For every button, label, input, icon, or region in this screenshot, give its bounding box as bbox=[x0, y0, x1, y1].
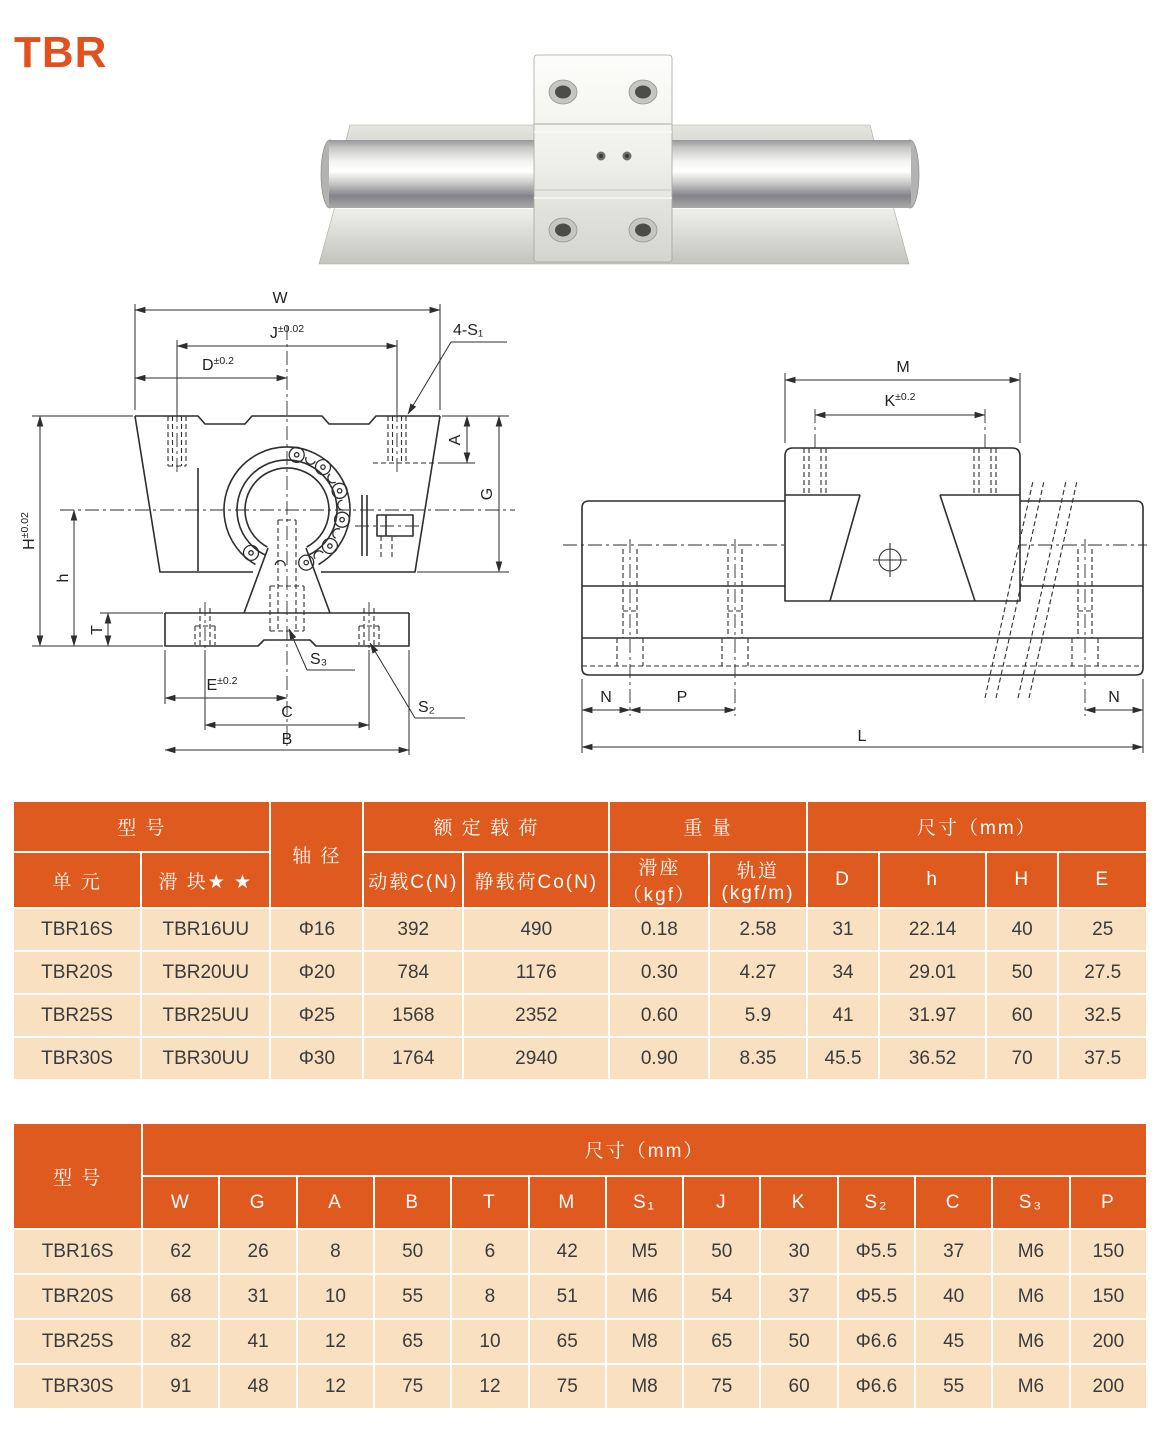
header-col: G bbox=[219, 1176, 296, 1229]
table-cell: 41 bbox=[807, 994, 880, 1037]
table-row bbox=[13, 1037, 1147, 1080]
table-cell: 55 bbox=[374, 1274, 451, 1319]
header-weight-group: 重 量 bbox=[609, 801, 806, 852]
table-cell: Φ6.6 bbox=[838, 1364, 915, 1409]
table-cell: 37 bbox=[760, 1274, 837, 1319]
header-col-H: H bbox=[986, 852, 1059, 908]
table-cell: 12 bbox=[297, 1319, 374, 1364]
header-col-d: D bbox=[807, 852, 880, 908]
dim-h-lower: h bbox=[55, 573, 72, 583]
table-cell: 2352 bbox=[463, 994, 609, 1037]
table-cell: Φ20 bbox=[270, 951, 363, 994]
dim-j: $J^{\pm 0.02}$ bbox=[269, 323, 305, 342]
table-cell: Φ30 bbox=[270, 1037, 363, 1080]
header-col-h: h bbox=[879, 852, 986, 908]
table-cell: TBR30S bbox=[13, 1364, 142, 1409]
dim-s3: S₃ bbox=[310, 651, 328, 668]
header-col: S₃ bbox=[992, 1176, 1069, 1229]
table-cell: TBR20S bbox=[13, 1274, 142, 1319]
header-unit: 单 元 bbox=[13, 852, 141, 908]
table-cell: 10 bbox=[297, 1274, 374, 1319]
table-cell: 62 bbox=[142, 1229, 219, 1274]
header-model-group: 型 号 bbox=[13, 801, 270, 852]
table-cell: 32.5 bbox=[1058, 994, 1147, 1037]
table-cell: 1764 bbox=[363, 1037, 463, 1080]
table-cell: TBR16S bbox=[13, 1229, 142, 1274]
table-cell: TBR16S bbox=[13, 908, 141, 951]
header-dimensions-group: 尺寸（mm） bbox=[807, 801, 1147, 852]
table-cell: 0.30 bbox=[609, 951, 709, 994]
table-cell: 0.60 bbox=[609, 994, 709, 1037]
spec-table-dimensions bbox=[12, 1122, 1148, 1410]
table-cell: Φ6.6 bbox=[838, 1319, 915, 1364]
centerlines bbox=[60, 326, 515, 746]
dim-b: B bbox=[281, 731, 293, 748]
table-cell: 45 bbox=[915, 1319, 992, 1364]
dim-s2: S₂ bbox=[418, 699, 435, 716]
table-cell: 48 bbox=[219, 1364, 296, 1409]
header-col: W bbox=[142, 1176, 219, 1229]
dim-g: G bbox=[479, 487, 496, 501]
dim-p: P bbox=[676, 689, 688, 706]
header-col: T bbox=[451, 1176, 528, 1229]
header-carriage-weight: 滑座（kgf） bbox=[609, 852, 709, 908]
table-cell: 8 bbox=[451, 1274, 528, 1319]
header-col-e: E bbox=[1058, 852, 1147, 908]
header-col: S₁ bbox=[606, 1176, 683, 1229]
table-cell: 65 bbox=[374, 1319, 451, 1364]
table-cell: 392 bbox=[363, 908, 463, 951]
table-cell: 68 bbox=[142, 1274, 219, 1319]
table-cell: 40 bbox=[915, 1274, 992, 1319]
table-cell: 2940 bbox=[463, 1037, 609, 1080]
header-col: P bbox=[1070, 1176, 1147, 1229]
table-cell: TBR20UU bbox=[141, 951, 270, 994]
table-cell: TBR30UU bbox=[141, 1037, 270, 1080]
header-col: A bbox=[297, 1176, 374, 1229]
table-row bbox=[13, 1229, 1147, 1274]
dimension-lines bbox=[32, 304, 509, 755]
table-cell: 4.27 bbox=[709, 951, 807, 994]
dim-t: T bbox=[89, 625, 106, 635]
dim-w: W bbox=[272, 290, 288, 307]
table-cell: TBR25S bbox=[13, 994, 141, 1037]
table-cell: 27.5 bbox=[1058, 951, 1147, 994]
table-cell: 51 bbox=[529, 1274, 606, 1319]
table-cell: 37.5 bbox=[1058, 1037, 1147, 1080]
table-row bbox=[13, 1319, 1147, 1364]
table-cell: 5.9 bbox=[709, 994, 807, 1037]
product-photo bbox=[305, 28, 935, 268]
table-cell: 54 bbox=[683, 1274, 760, 1319]
table-cell: 40 bbox=[986, 908, 1059, 951]
table-cell: 784 bbox=[363, 951, 463, 994]
table-cell: 65 bbox=[529, 1319, 606, 1364]
table-cell: 55 bbox=[915, 1364, 992, 1409]
table-cell: 12 bbox=[451, 1364, 528, 1409]
table-cell: 30 bbox=[760, 1229, 837, 1274]
dim-e: $E^{\pm 0.2}$ bbox=[206, 675, 238, 694]
table-cell: 0.18 bbox=[609, 908, 709, 951]
table-cell: 36.52 bbox=[879, 1037, 986, 1080]
table-cell: M6 bbox=[992, 1229, 1069, 1274]
dim-l: L bbox=[857, 728, 867, 745]
table-cell: 50 bbox=[760, 1319, 837, 1364]
table-cell: 25 bbox=[1058, 908, 1147, 951]
dim-k: $K^{\pm 0.2}$ bbox=[884, 391, 916, 410]
table-cell: 31.97 bbox=[879, 994, 986, 1037]
dim-c: C bbox=[281, 704, 293, 721]
header-rated-load-group: 额 定 载 荷 bbox=[363, 801, 609, 852]
side-view-drawing bbox=[555, 353, 1155, 775]
table-cell: 0.90 bbox=[609, 1037, 709, 1080]
header-col: M bbox=[529, 1176, 606, 1229]
table-cell: TBR16UU bbox=[141, 908, 270, 951]
table-cell: 490 bbox=[463, 908, 609, 951]
table-cell: M6 bbox=[992, 1274, 1069, 1319]
table-cell: 75 bbox=[374, 1364, 451, 1409]
table-cell: 2.58 bbox=[709, 908, 807, 951]
header-slider: 滑 块★ ★ bbox=[141, 852, 270, 908]
table-header-row bbox=[13, 852, 1147, 908]
table-cell: M5 bbox=[606, 1229, 683, 1274]
table-cell: Φ16 bbox=[270, 908, 363, 951]
table-cell: 65 bbox=[683, 1319, 760, 1364]
table-cell: 31 bbox=[219, 1274, 296, 1319]
table-cell: 91 bbox=[142, 1364, 219, 1409]
carriage-block bbox=[534, 55, 672, 262]
header-dimensions-group: 尺寸（mm） bbox=[142, 1123, 1147, 1176]
table-cell: 50 bbox=[683, 1229, 760, 1274]
table-header-row bbox=[13, 801, 1147, 852]
dim-a: A bbox=[447, 434, 464, 446]
dim-n-right: N bbox=[1108, 689, 1120, 706]
table-cell: 8.35 bbox=[709, 1037, 807, 1080]
table-cell: 37 bbox=[915, 1229, 992, 1274]
table-cell: 150 bbox=[1070, 1229, 1147, 1274]
table-cell: 10 bbox=[451, 1319, 528, 1364]
table-cell: 70 bbox=[986, 1037, 1059, 1080]
table-row bbox=[13, 994, 1147, 1037]
table-cell: 29.01 bbox=[879, 951, 986, 994]
table-cell: 75 bbox=[529, 1364, 606, 1409]
table-cell: 45.5 bbox=[807, 1037, 880, 1080]
header-col: J bbox=[683, 1176, 760, 1229]
header-shaft-diameter: 轴 径 bbox=[270, 801, 363, 908]
table-cell: M8 bbox=[606, 1319, 683, 1364]
header-col: S₂ bbox=[838, 1176, 915, 1229]
table-cell: 1568 bbox=[363, 994, 463, 1037]
header-rail-weight: 轨道(kgf/m) bbox=[709, 852, 807, 908]
header-model: 型 号 bbox=[13, 1123, 142, 1229]
header-static-load: 静载荷Co(N) bbox=[463, 852, 609, 908]
table-row bbox=[13, 908, 1147, 951]
header-col: C bbox=[915, 1176, 992, 1229]
block-outline bbox=[135, 416, 440, 646]
dimension-labels bbox=[19, 290, 496, 748]
header-dynamic-load: 动载C(N) bbox=[363, 852, 463, 908]
table-cell: 26 bbox=[219, 1229, 296, 1274]
table-header-row bbox=[13, 1176, 1147, 1229]
table-cell: 41 bbox=[219, 1319, 296, 1364]
carriage-outline bbox=[785, 448, 1020, 601]
table-cell: TBR25S bbox=[13, 1319, 142, 1364]
table-row bbox=[13, 1364, 1147, 1409]
header-col: K bbox=[760, 1176, 837, 1229]
dim-d: $D^{\pm 0.2}$ bbox=[202, 355, 234, 374]
table-cell: 60 bbox=[986, 994, 1059, 1037]
table-cell: 60 bbox=[760, 1364, 837, 1409]
table-cell: 75 bbox=[683, 1364, 760, 1409]
table-cell: TBR30S bbox=[13, 1037, 141, 1080]
table-cell: M8 bbox=[606, 1364, 683, 1409]
table-cell: 22.14 bbox=[879, 908, 986, 951]
dim-n-left: N bbox=[600, 689, 612, 706]
table-cell: Φ5.5 bbox=[838, 1274, 915, 1319]
dim-m: M bbox=[896, 359, 910, 376]
table-cell: M6 bbox=[606, 1274, 683, 1319]
table-row bbox=[13, 1274, 1147, 1319]
table-cell: Φ5.5 bbox=[838, 1229, 915, 1274]
header-col: B bbox=[374, 1176, 451, 1229]
dim-s1: 4-S₁ bbox=[453, 322, 484, 339]
page-title: TBR bbox=[14, 28, 108, 77]
table-cell: Φ25 bbox=[270, 994, 363, 1037]
front-view-drawing bbox=[10, 288, 550, 770]
table-cell: 50 bbox=[374, 1229, 451, 1274]
table-cell: 150 bbox=[1070, 1274, 1147, 1319]
table-cell: 8 bbox=[297, 1229, 374, 1274]
table-cell: TBR20S bbox=[13, 951, 141, 994]
table-cell: 82 bbox=[142, 1319, 219, 1364]
spec-table-load-weight bbox=[12, 800, 1148, 1081]
table-cell: 6 bbox=[451, 1229, 528, 1274]
table-cell: 31 bbox=[807, 908, 880, 951]
table-cell: 34 bbox=[807, 951, 880, 994]
table-cell: 200 bbox=[1070, 1364, 1147, 1409]
table-cell: 12 bbox=[297, 1364, 374, 1409]
table-header-row bbox=[13, 1123, 1147, 1176]
table-cell: 200 bbox=[1070, 1319, 1147, 1364]
table-cell: TBR25UU bbox=[141, 994, 270, 1037]
table-cell: 50 bbox=[986, 951, 1059, 994]
table-cell: M6 bbox=[992, 1364, 1069, 1409]
dim-h-upper: $H^{\pm 0.02}$ bbox=[19, 512, 38, 550]
table-cell: M6 bbox=[992, 1319, 1069, 1364]
table-cell: 42 bbox=[529, 1229, 606, 1274]
table-row bbox=[13, 951, 1147, 994]
table-cell: 1176 bbox=[463, 951, 609, 994]
